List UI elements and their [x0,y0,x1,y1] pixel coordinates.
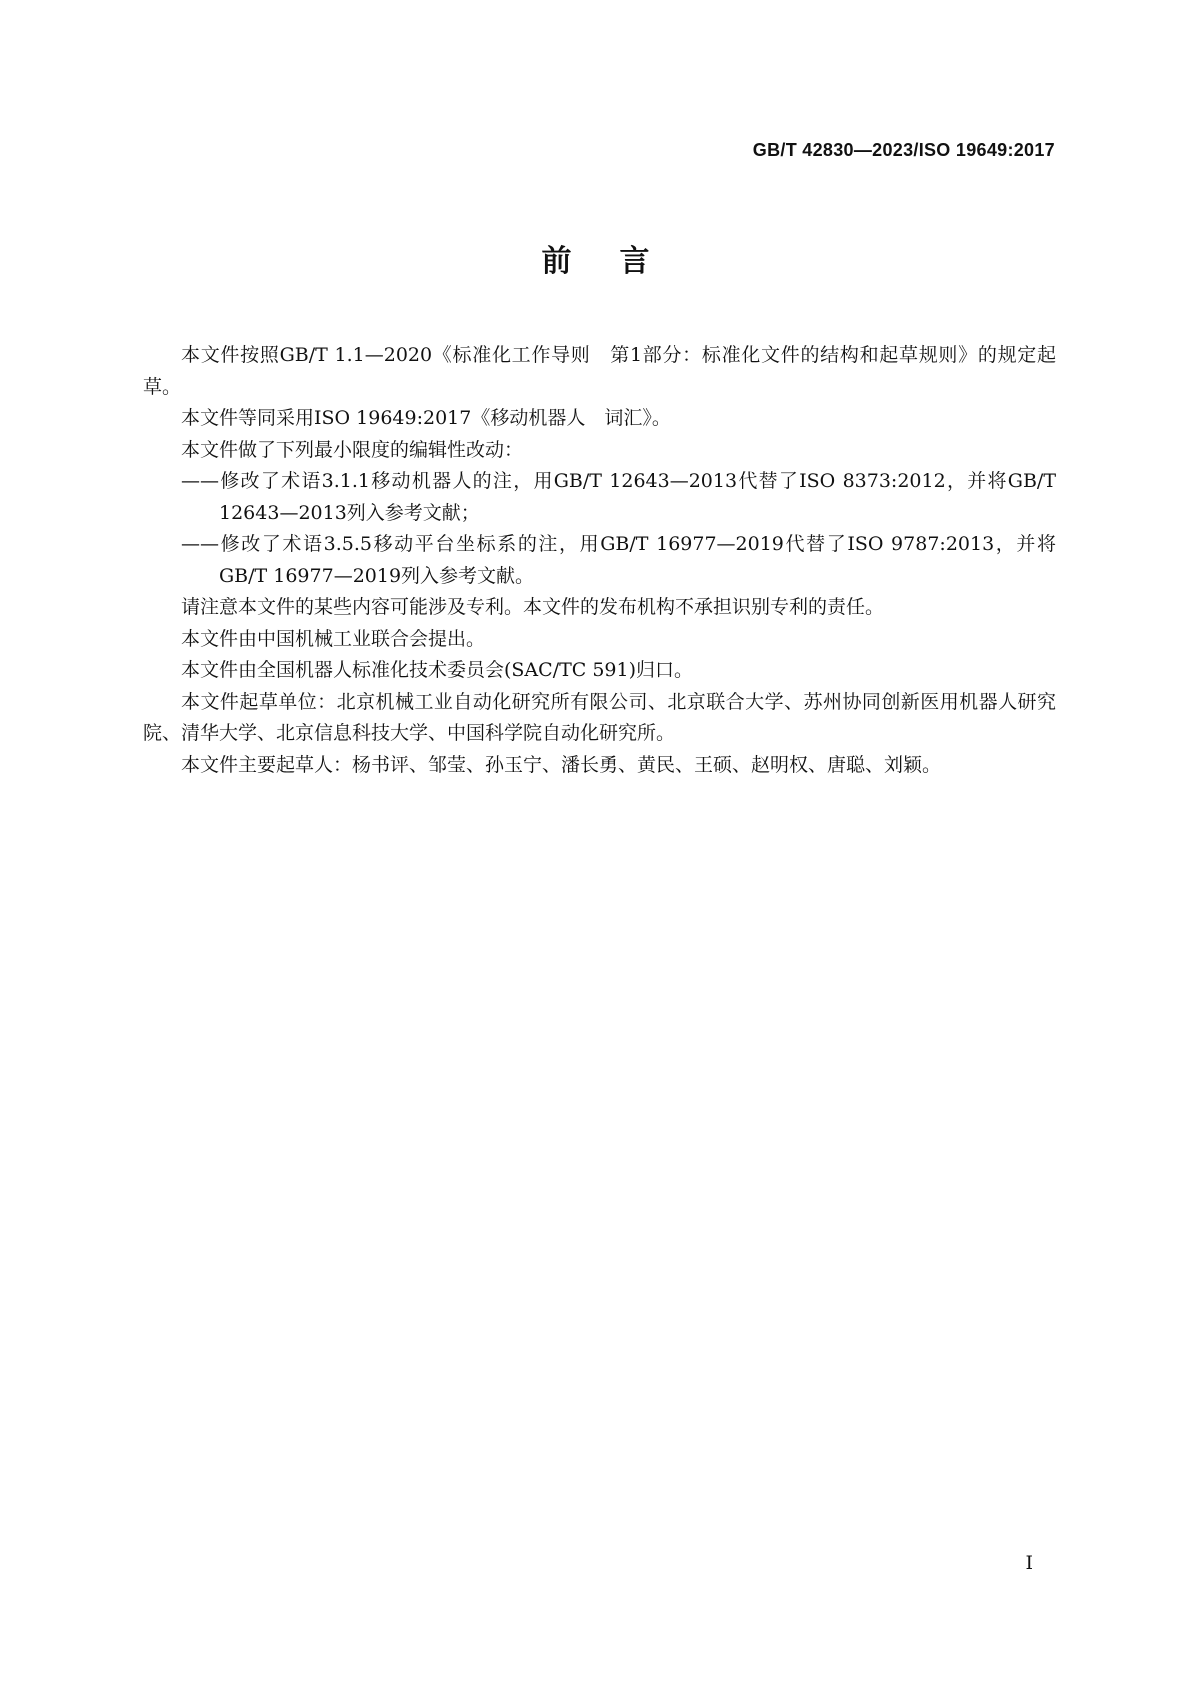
foreword-body [143,340,1056,781]
page-number: I [1025,1552,1033,1574]
paragraph-drafting-organizations: 本文件起草单位：北京机械工业自动化研究所有限公司、北京联合大学、苏州协同创新医用机器人研究院、清华大学、北京信息科技大学、中国科学院自动化研究所。 [143,690,1056,744]
list-item-change-1: ——修改了术语3.1.1移动机器人的注，用GB/T 12643—2013代替了ISO 8373:2012，并将GB/T 12643—2013列入参考文献； [181,470,1056,524]
paragraph-main-drafters: 本文件主要起草人：杨书评、邹莹、孙玉宁、潘长勇、黄民、王硕、赵明权、唐聪、刘颖。 [181,753,942,776]
paragraph-responsible-committee: 本文件由全国机器人标准化技术委员会(SAC/TC 591)归口。 [181,659,694,681]
paragraph-drafting-rules: 本文件按照GB/T 1.1—2020《标准化工作导则 第1部分：标准化文件的结构和起草规则》的规定起草。 [143,344,1056,398]
paragraph-editorial-changes: 本文件做了下列最小限度的编辑性改动： [181,438,524,461]
document-code: GB/T 42830—2023/ISO 19649:2017 [752,140,1055,160]
page-title: 前言 [541,244,698,279]
paragraph-proposer: 本文件由中国机械工业联合会提出。 [181,627,486,650]
paragraph-patent-notice: 请注意本文件的某些内容可能涉及专利。本文件的发布机构不承担识别专利的责任。 [181,596,885,618]
list-item-change-2: ——修改了术语3.5.5移动平台坐标系的注，用GB/T 16977—2019代替了ISO 9787:2013，并将GB/T 16977—2019列入参考文献。 [181,533,1056,587]
paragraph-adoption: 本文件等同采用ISO 19649:2017《移动机器人 词汇》。 [181,407,671,429]
